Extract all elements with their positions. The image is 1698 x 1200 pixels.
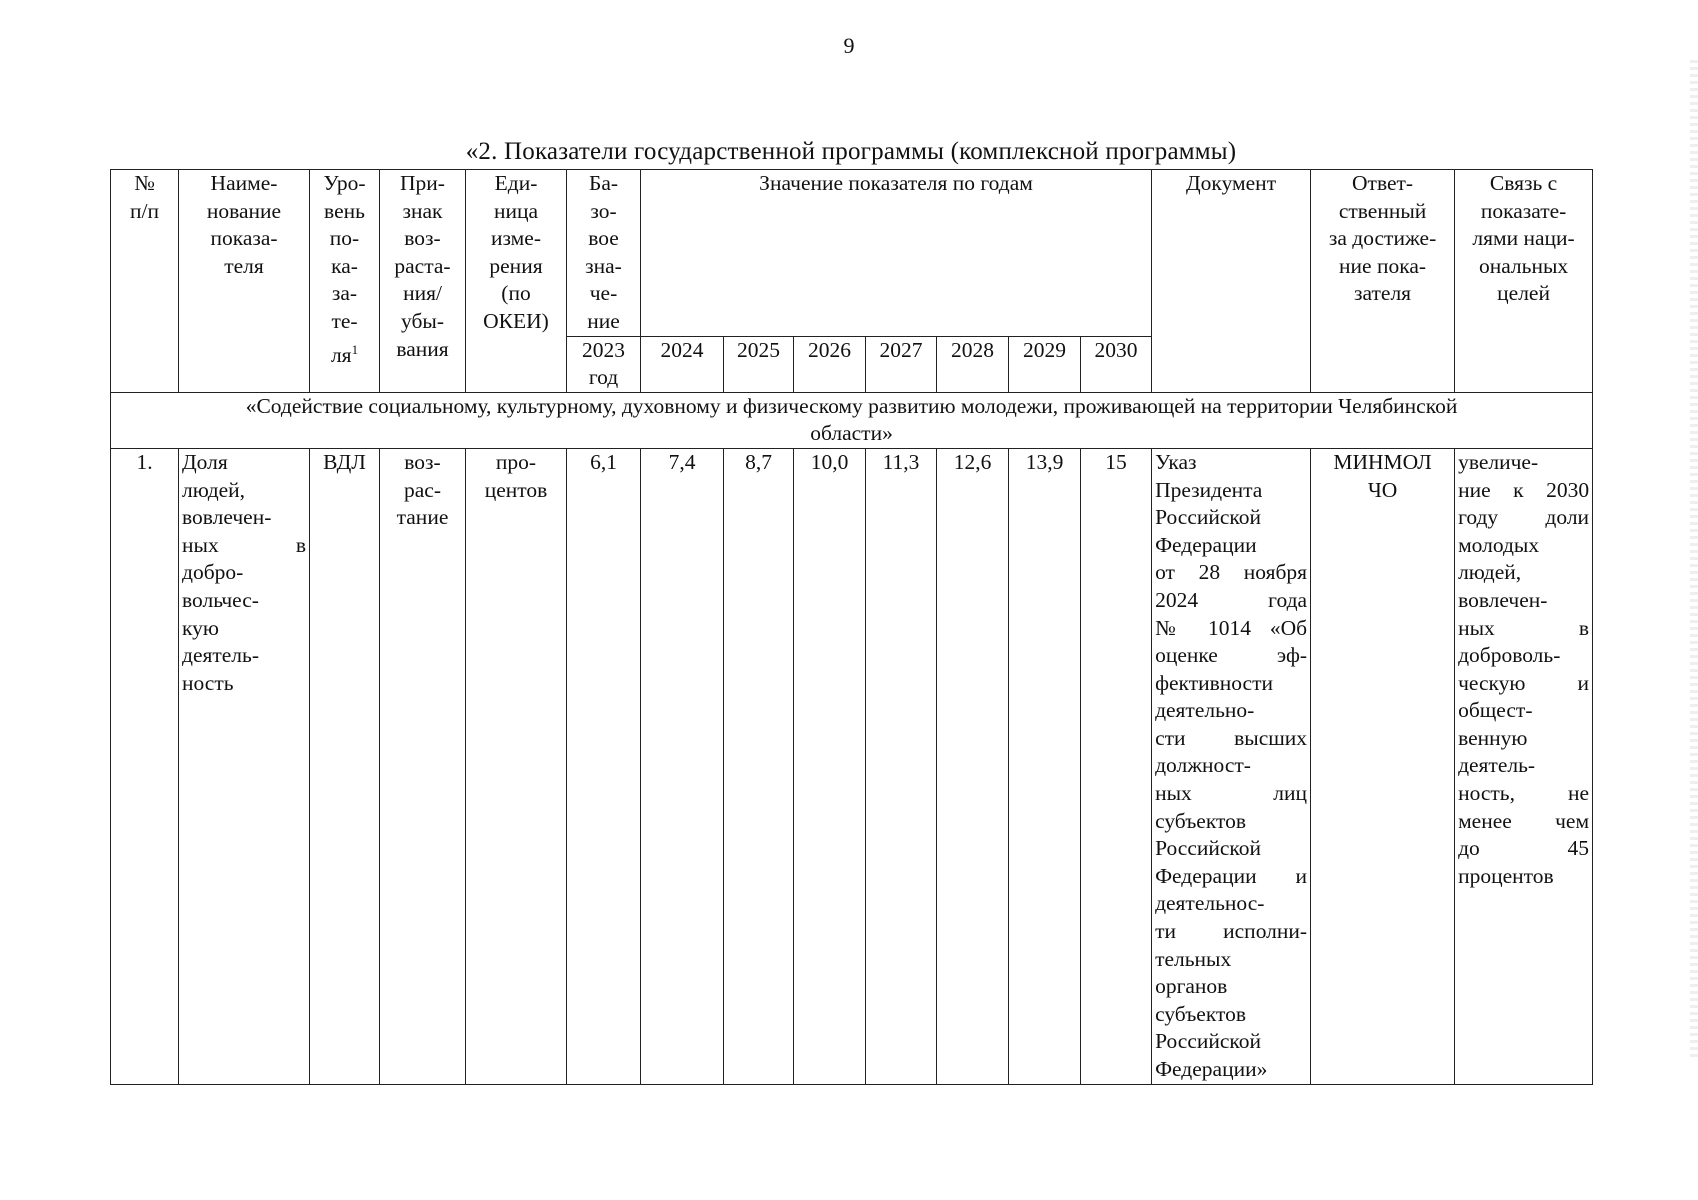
- text-line: субъектов: [1155, 808, 1247, 833]
- header-responsible: [1311, 170, 1455, 393]
- text-line: ЧО: [1367, 477, 1398, 502]
- text-line: вания: [396, 336, 449, 361]
- text-line: воз-: [404, 449, 441, 474]
- row-level: ВДЛ: [310, 448, 380, 1084]
- page-number: 9: [843, 33, 855, 58]
- row-responsible: [1311, 448, 1455, 1084]
- section-row: [111, 392, 1593, 448]
- text-line: вовлечен-: [182, 505, 272, 530]
- text-line: Ба-: [588, 171, 619, 195]
- header-level-lines: [313, 170, 376, 369]
- text-line: тание: [396, 505, 449, 530]
- text-line: Еди-: [494, 171, 538, 195]
- text-line: При-: [400, 171, 445, 195]
- text-line: за достиже-: [1328, 226, 1437, 251]
- text-line: увеличе-: [1458, 449, 1539, 474]
- text-line: №: [134, 171, 155, 195]
- indicators-table: [110, 169, 1593, 1085]
- text-line: ональных: [1478, 253, 1569, 278]
- text-line: показате-: [1480, 198, 1567, 223]
- text-line: Российской: [1155, 1029, 1262, 1054]
- text-line: оценке эф-: [1155, 643, 1308, 668]
- text-line: Российской: [1155, 836, 1262, 861]
- text-line: людей,: [1458, 560, 1522, 585]
- text-line: субъектов: [1155, 1001, 1247, 1026]
- table-row: [111, 448, 1593, 1084]
- text-line: знак: [402, 198, 443, 223]
- section-title: [111, 392, 1593, 448]
- text-line: ние к 2030: [1458, 477, 1590, 502]
- text-line: Связь с: [1489, 171, 1558, 195]
- text-line: деятельнос-: [1155, 891, 1265, 916]
- text-line: ных в: [182, 532, 306, 557]
- header-num: [111, 170, 179, 393]
- text-line: за-: [331, 281, 358, 306]
- text-line: области»: [810, 421, 893, 446]
- text-line: изме-: [490, 226, 541, 251]
- year-2028: 2028: [937, 336, 1009, 392]
- text-line: Ответ-: [1352, 171, 1414, 195]
- text-line: центов: [484, 477, 548, 502]
- year-2029: 2029: [1009, 336, 1081, 392]
- text-line: «Содействие социальному, культурному, духовному и физическому развитию молодежи, проживающей на территории Челябинской: [245, 393, 1458, 418]
- row-value-2024: 7,4: [641, 448, 724, 1084]
- text-line: процентов: [1458, 863, 1554, 888]
- text-line: тельных: [1155, 946, 1232, 971]
- text-line: Уро-: [323, 171, 366, 195]
- text-line: Президента: [1155, 477, 1263, 502]
- text-line: фективности: [1155, 670, 1273, 695]
- text-line: вень: [324, 198, 365, 223]
- text-line: органов: [1155, 974, 1228, 999]
- header-document: Документ: [1152, 170, 1311, 393]
- text-line: МИНМОЛ: [1333, 449, 1432, 474]
- text-line: (по: [501, 281, 531, 306]
- footnote-mark: 1: [351, 341, 359, 357]
- header-base: [567, 170, 641, 337]
- text-line: по-: [329, 226, 360, 251]
- text-line: должност-: [1155, 753, 1251, 778]
- row-unit: [466, 448, 567, 1084]
- text-line: ных в: [1458, 615, 1590, 640]
- text-line: ных лиц: [1155, 781, 1308, 806]
- text-line: ка-: [331, 253, 358, 278]
- text-line: деятель-: [182, 643, 260, 668]
- text-line: ческую и: [1458, 670, 1590, 695]
- row-value-2029: 13,9: [1009, 448, 1081, 1084]
- text-line: ОКЕИ): [483, 308, 549, 333]
- text-line: Федерации»: [1155, 1057, 1268, 1081]
- text-line: Российской: [1155, 505, 1262, 530]
- row-value-2028: 12,6: [937, 448, 1009, 1084]
- text-line: добро-: [182, 560, 244, 585]
- text-line: зателя: [1354, 281, 1412, 306]
- row-indicator-name: [179, 448, 310, 1084]
- text-line: вольчес-: [182, 587, 259, 612]
- header-row: [111, 170, 1593, 337]
- header-sign: [380, 170, 466, 393]
- text-line: убы-: [400, 308, 444, 333]
- row-value-2030: 15: [1081, 448, 1152, 1084]
- row-link: [1455, 448, 1593, 1084]
- text-line: Федерации: [1155, 532, 1257, 557]
- text-line: вовлечен-: [1458, 587, 1548, 612]
- row-sign: [380, 448, 466, 1084]
- text-line: лями наци-: [1472, 226, 1575, 251]
- text-line: ность, не: [1458, 781, 1590, 806]
- text-line: 2024 года: [1155, 587, 1308, 612]
- text-line: Наиме-: [210, 171, 278, 195]
- text-line: кую: [182, 615, 219, 640]
- row-value-2026: 10,0: [794, 448, 866, 1084]
- text-line: Указ: [1155, 449, 1197, 474]
- text-line: деятельно-: [1155, 698, 1255, 723]
- text-line: че-: [589, 281, 618, 306]
- text-line: от 28 ноября: [1155, 560, 1308, 585]
- text-line: венную: [1458, 725, 1528, 750]
- text-line: рения: [489, 253, 543, 278]
- text-line: деятель-: [1458, 753, 1536, 778]
- text-line: ность: [182, 670, 234, 695]
- text-line: ница: [493, 198, 539, 223]
- header-base-year: [567, 336, 641, 392]
- row-document: [1152, 448, 1311, 1084]
- text-line: раста-: [394, 253, 451, 278]
- text-line: нование: [206, 198, 282, 223]
- text-line: доброволь-: [1458, 643, 1561, 668]
- text-line: зна-: [585, 253, 622, 278]
- year-2026: 2026: [794, 336, 866, 392]
- text-line: 2023: [582, 337, 625, 362]
- header-unit: [466, 170, 567, 393]
- text-line: общест-: [1458, 698, 1533, 723]
- text-line: $ля^1$: [330, 341, 359, 367]
- text-line: показа-: [210, 226, 278, 251]
- text-line: Доля: [182, 449, 228, 474]
- scan-edge-artifact: [1690, 60, 1698, 1060]
- text-line: теля: [224, 253, 264, 278]
- text-line: воз-: [404, 226, 441, 251]
- text-line: ние: [587, 308, 620, 333]
- text-line: Федерации и: [1155, 863, 1308, 888]
- header-name: [179, 170, 310, 393]
- header-link: [1455, 170, 1593, 393]
- text-line: ние пока-: [1339, 253, 1427, 278]
- text-line: год: [588, 365, 619, 390]
- row-num: 1.: [111, 448, 179, 1084]
- text-line: людей,: [182, 477, 246, 502]
- text-line: те-: [331, 308, 358, 333]
- year-2030: 2030: [1081, 336, 1152, 392]
- text-line: вое: [588, 226, 619, 251]
- text-line: про-: [495, 449, 537, 474]
- text-line: ти исполни-: [1155, 919, 1308, 944]
- text-line: целей: [1497, 281, 1550, 306]
- text-line: молодых: [1458, 532, 1540, 557]
- text-line: ния/: [403, 281, 442, 306]
- text-line: рас-: [404, 477, 441, 502]
- row-value-2025: 8,7: [724, 448, 794, 1084]
- text-line: году доли: [1458, 505, 1590, 530]
- year-2027: 2027: [866, 336, 937, 392]
- header-values-by-year: Значение показателя по годам: [641, 170, 1152, 337]
- row-value-2027: 11,3: [866, 448, 937, 1084]
- text-line: ственный: [1338, 198, 1427, 223]
- header-level: [310, 170, 380, 393]
- text-line: зо-: [590, 198, 617, 223]
- text-line: менее чем: [1458, 808, 1590, 833]
- year-2024: 2024: [641, 336, 724, 392]
- text-line: № 1014 «Об: [1155, 615, 1308, 640]
- text-line: сти высших: [1155, 725, 1308, 750]
- text-line: п/п: [130, 198, 159, 223]
- row-base-value: 6,1: [567, 448, 641, 1084]
- year-2025: 2025: [724, 336, 794, 392]
- table-title: «2. Показатели государственной программы (комплексной программы): [465, 138, 1237, 165]
- text-line: до 45: [1458, 836, 1590, 861]
